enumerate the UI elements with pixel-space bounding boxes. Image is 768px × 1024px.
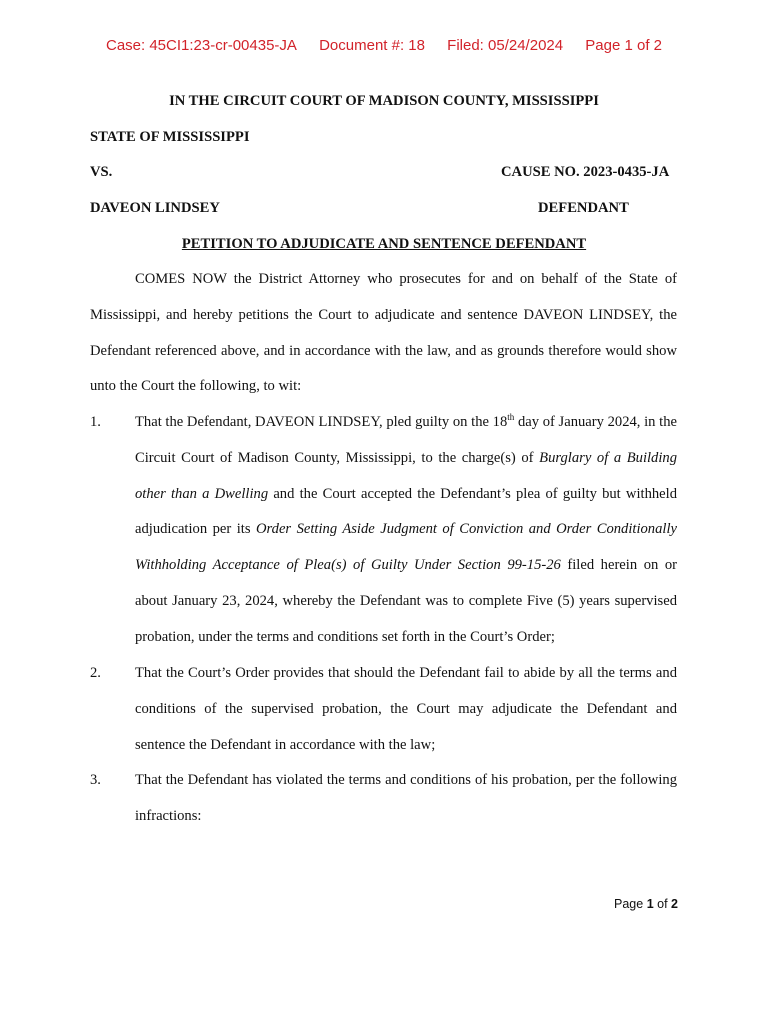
document-title: PETITION TO ADJUDICATE AND SENTENCE DEFENDANT: [181, 236, 587, 252]
court-heading: IN THE CIRCUIT COURT OF MADISON COUNTY, MISSISSIPPI: [169, 93, 599, 109]
defendant-role: DEFENDANT: [538, 200, 629, 216]
item-1-part-b: day of January 2024, in the Circuit Court of Madison County, Mississippi, to the charge(s) of: [135, 414, 677, 466]
charge-name: Burglary of a Building other than a Dwelling: [135, 449, 678, 502]
item-2-text: That the Court’s Order provides that should the Defendant fail to abide by all the terms and conditions of the supervised probation, the Court may adjudicate the Defendant and sentence the Defendant in accordance with the law;: [135, 665, 677, 753]
item-1-part-d: filed herein on or about January 23, 2024, whereby the Defendant was to complete Five (5) years supervised probation, under the terms and conditions set forth in the Court’s Order;: [135, 557, 677, 645]
plaintiff-name: STATE OF MISSISSIPPI: [90, 129, 250, 145]
item-1-part-c: and the Court accepted the Defendant’s plea of guilty but withheld adjudication per its: [135, 485, 677, 538]
footer-page-word: Page: [614, 897, 644, 911]
stamp-filed-date: Filed: 05/24/2024: [447, 37, 564, 54]
defendant-name: DAVEON LINDSEY: [90, 200, 220, 216]
item-number: 3.: [90, 772, 101, 788]
item-number: 2.: [90, 665, 101, 681]
stamp-page-count: Page 1 of 2: [585, 37, 662, 54]
item-1-text: [135, 405, 677, 656]
stamp-case-number: Case: 45CI1:23-cr-00435-JA: [105, 37, 297, 54]
footer-total-pages: 2: [671, 897, 678, 911]
footer-of-word: of: [657, 897, 668, 911]
stamp-document-number: Document #: 18: [319, 37, 425, 54]
order-title: Order Setting Aside Judgment of Conviction and Order Conditionally Withholding Acceptance of Plea(s) of Guilty Under Section 99-15-26: [135, 521, 677, 574]
intro-paragraph: COMES NOW the District Attorney who prosecutes for and on behalf of the State of Mississippi, and hereby petitions the Court to adjudicate and sentence DAVEON LINDSEY, the Defendant referenced above, and in accordance with the law, and as grounds therefore would show unto the Court the following, to wit:: [90, 271, 677, 395]
footer-current-page: 1: [646, 897, 654, 911]
cause-number: CAUSE NO. 2023-0435-JA: [501, 164, 670, 180]
page-footer: [560, 897, 678, 911]
versus-label: VS.: [90, 164, 113, 180]
item-3-text: That the Defendant has violated the terms and conditions of his probation, per the following infractions:: [135, 772, 677, 824]
item-number: 1.: [90, 414, 101, 430]
ordinal-suffix: th: [507, 412, 515, 423]
filing-stamp: [0, 37, 768, 54]
item-1-part-a: That the Defendant, DAVEON LINDSEY, pled guilty on the 18: [135, 414, 508, 430]
